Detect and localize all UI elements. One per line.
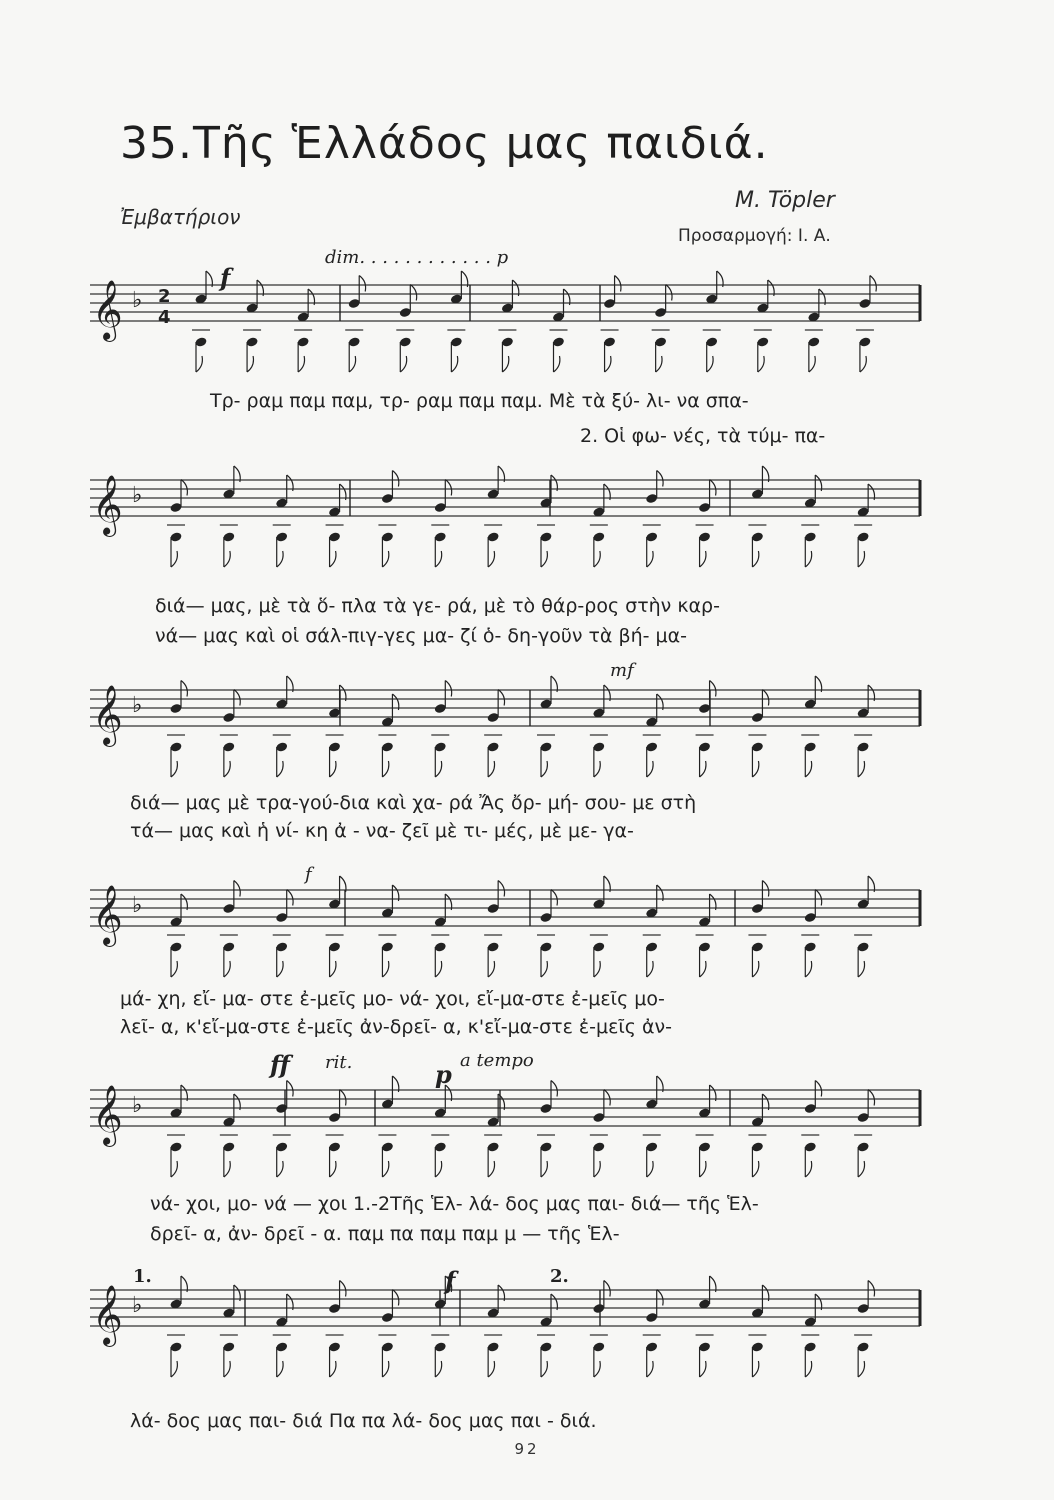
note-flag <box>330 551 336 567</box>
note-flag <box>700 961 706 977</box>
note-flag <box>551 1081 557 1097</box>
note-flag <box>752 961 758 977</box>
music-system-2 <box>70 470 930 650</box>
time-signature: 4 <box>158 307 171 328</box>
flat-sign-icon: ♭ <box>132 288 143 313</box>
treble-clef-icon: 𝄞 <box>92 475 123 535</box>
note-flag <box>594 761 600 777</box>
note-flag <box>762 690 768 706</box>
note-flag <box>330 761 336 777</box>
note-flag <box>868 1281 874 1297</box>
note-flag <box>707 356 713 372</box>
staff-3 <box>70 680 930 800</box>
note-flag <box>435 1161 441 1177</box>
note-flag <box>224 1161 230 1177</box>
note-flag <box>234 881 240 897</box>
note-flag <box>171 1161 177 1177</box>
dynamic-mark: dim. . . . . . . . . . . . p <box>325 247 509 268</box>
note-flag <box>224 551 230 567</box>
flat-sign-icon: ♭ <box>132 893 143 918</box>
note-flag <box>224 761 230 777</box>
note-flag <box>858 551 864 567</box>
volta-1: 1. <box>133 1266 152 1287</box>
note-flag <box>858 1161 864 1177</box>
note-flag <box>541 1361 547 1377</box>
tempo-marking: Ἐμβατήριον <box>120 205 241 229</box>
note-flag <box>171 1361 177 1377</box>
note-flag <box>234 690 240 706</box>
note-flag <box>171 961 177 977</box>
staff-1 <box>70 275 930 395</box>
note-flag <box>604 1090 610 1106</box>
note-flag <box>541 961 547 977</box>
song-title: 35.Τῆς Ἑλλάδος μας παιδιά. <box>120 118 769 169</box>
lyric-line-1: διά— μας μὲ τρα-γού-δια καὶ χα- ρά Ἄς ὄρ- μή- σου- με στὴ <box>130 792 697 814</box>
note-flag <box>805 1161 811 1177</box>
note-flag <box>277 761 283 777</box>
note-flag <box>762 881 768 897</box>
treble-clef-icon: 𝄞 <box>92 685 123 745</box>
note-flag <box>594 551 600 567</box>
note-flag <box>594 1361 600 1377</box>
flat-sign-icon: ♭ <box>132 1293 143 1318</box>
note-flag <box>647 1161 653 1177</box>
note-flag <box>647 961 653 977</box>
note-flag <box>858 761 864 777</box>
note-flag <box>488 1361 494 1377</box>
note-flag <box>277 961 283 977</box>
note-flag <box>700 551 706 567</box>
lyric-line-2: τά— μας καὶ ἡ νί- κη ἀ - να- ζεῖ μὲ τι- μές, μὲ με- γα- <box>130 820 634 842</box>
note-flag <box>502 356 508 372</box>
note-flag <box>181 681 187 697</box>
note-flag <box>805 961 811 977</box>
note-flag <box>392 1290 398 1306</box>
note-flag <box>410 285 416 301</box>
music-system-1 <box>70 247 930 447</box>
lyric-line-1: διά— μας, μὲ τὰ ὅ- πλα τὰ γε- ρά, μὲ τὸ θάρ-ρος στὴν καρ- <box>155 595 720 617</box>
lyric-line-1: μά- χη, εἴ- μα- στε ἐ-μεῖς μο- νά- χοι, εἴ-μα-στε ἐ-μεῖς μο- <box>120 988 665 1010</box>
note-flag <box>870 276 876 292</box>
note-flag <box>488 551 494 567</box>
note-flag <box>392 471 398 487</box>
note-flag <box>382 551 388 567</box>
treble-clef-icon: 𝄞 <box>92 280 123 340</box>
note-flag <box>445 681 451 697</box>
arranger-credit: Προσαρμογή: Ι. Α. <box>678 226 831 246</box>
note-flag <box>809 356 815 372</box>
staff-4 <box>70 880 930 1000</box>
note-flag <box>752 551 758 567</box>
lyric-line-2: 2. Οἱ φω- νές, τὰ τύμ- πα- <box>580 425 826 447</box>
note-flag <box>860 356 866 372</box>
note-flag <box>541 1161 547 1177</box>
music-system-6 <box>70 1266 930 1440</box>
volta-2: 2. <box>550 1266 569 1287</box>
page-number: 92 <box>514 1440 540 1458</box>
note-flag <box>647 551 653 567</box>
note-flag <box>488 761 494 777</box>
note-flag <box>349 356 355 372</box>
note-flag <box>752 1161 758 1177</box>
note-flag <box>330 961 336 977</box>
dynamic-mark: a tempo <box>460 1050 534 1071</box>
dynamic-mark: mf <box>610 660 634 681</box>
note-flag <box>647 761 653 777</box>
lyric-line-1: νά- χοι, μο- νά — χοι 1.-2Τῆς Ἑλ- λά- δος μας παι- διά— τῆς Ἑλ- <box>150 1193 759 1215</box>
note-flag <box>805 1361 811 1377</box>
note-flag <box>541 551 547 567</box>
note-flag <box>594 1161 600 1177</box>
note-flag <box>359 276 365 292</box>
flat-sign-icon: ♭ <box>132 483 143 508</box>
composer-credit: M. Töpler <box>735 188 835 213</box>
treble-clef-icon: 𝄞 <box>92 885 123 945</box>
staff-6 <box>70 1280 930 1400</box>
lyric-line-1: Τρ- ραμ παμ παμ, τρ- ραμ παμ παμ. Μὲ τὰ ξύ- λι- να σπα- <box>210 390 749 412</box>
note-flag <box>615 276 621 292</box>
lyric-line-1: λά- δος μας παι- διά Πα πα λά- δος μας παι - διά. <box>130 1410 597 1432</box>
staff-5 <box>70 1080 930 1200</box>
note-flag <box>488 961 494 977</box>
note-flag <box>247 356 253 372</box>
note-flag <box>435 961 441 977</box>
note-flag <box>700 761 706 777</box>
note-flag <box>554 356 560 372</box>
note-flag <box>541 761 547 777</box>
note-flag <box>400 356 406 372</box>
music-system-3 <box>70 660 930 860</box>
note-flag <box>666 285 672 301</box>
note-flag <box>224 1361 230 1377</box>
note-flag <box>815 890 821 906</box>
music-system-4 <box>70 864 930 1060</box>
note-flag <box>330 1161 336 1177</box>
note-flag <box>277 1161 283 1177</box>
note-flag <box>752 1361 758 1377</box>
note-flag <box>435 761 441 777</box>
note-flag <box>758 356 764 372</box>
dynamic-mark: f <box>445 1266 456 1295</box>
note-flag <box>605 356 611 372</box>
note-flag <box>277 551 283 567</box>
note-flag <box>181 480 187 496</box>
note-flag <box>656 356 662 372</box>
note-flag <box>382 1161 388 1177</box>
dynamic-mark: p <box>435 1060 452 1089</box>
note-flag <box>488 1161 494 1177</box>
note-flag <box>445 480 451 496</box>
note-flag <box>700 1161 706 1177</box>
note-flag <box>382 961 388 977</box>
note-flag <box>805 761 811 777</box>
music-system-5 <box>70 1050 930 1260</box>
note-flag <box>815 1081 821 1097</box>
dynamic-mark: f <box>220 263 231 292</box>
note-flag <box>657 1290 663 1306</box>
time-signature: 2 <box>158 286 171 307</box>
dynamic-mark: ff <box>270 1050 290 1079</box>
note-flag <box>858 961 864 977</box>
note-flag <box>604 1281 610 1297</box>
note-flag <box>498 881 504 897</box>
treble-clef-icon: 𝄞 <box>92 1285 123 1345</box>
note-flag <box>382 761 388 777</box>
note-flag <box>330 1361 336 1377</box>
note-flag <box>340 1281 346 1297</box>
note-flag <box>451 356 457 372</box>
note-flag <box>277 1361 283 1377</box>
note-flag <box>196 356 202 372</box>
note-flag <box>710 480 716 496</box>
note-flag <box>287 890 293 906</box>
note-flag <box>752 761 758 777</box>
treble-clef-icon: 𝄞 <box>92 1085 123 1145</box>
note-flag <box>435 551 441 567</box>
note-flag <box>858 1361 864 1377</box>
note-flag <box>647 1361 653 1377</box>
note-flag <box>298 356 304 372</box>
note-flag <box>498 690 504 706</box>
note-flag <box>657 471 663 487</box>
lyric-line-2: λεῖ- α, κ'εἴ-μα-στε ἐ-μεῖς ἀν-δρεῖ- α, κ'εἴ-μα-στε ἐ-μεῖς ἀν- <box>120 1016 672 1038</box>
note-flag <box>224 961 230 977</box>
dynamic-mark: rit. <box>325 1052 353 1073</box>
flat-sign-icon: ♭ <box>132 693 143 718</box>
note-flag <box>551 890 557 906</box>
note-flag <box>382 1361 388 1377</box>
note-flag <box>868 1090 874 1106</box>
note-flag <box>171 551 177 567</box>
note-flag <box>700 1361 706 1377</box>
note-flag <box>805 551 811 567</box>
note-flag <box>340 1090 346 1106</box>
note-flag <box>171 761 177 777</box>
note-flag <box>594 961 600 977</box>
staff-2 <box>70 470 930 590</box>
flat-sign-icon: ♭ <box>132 1093 143 1118</box>
note-flag <box>287 1081 293 1097</box>
note-flag <box>435 1361 441 1377</box>
lyric-line-2: νά— μας καὶ οἱ σάλ-πιγ-γες μα- ζί ὁ- δη-γοῦν τὰ βή- μα- <box>155 625 688 647</box>
lyric-line-2: δρεῖ- α, ἀν- δρεῖ - α. παμ πα παμ παμ μ — τῆς Ἑλ- <box>150 1223 620 1245</box>
dynamic-mark: f <box>305 864 312 885</box>
